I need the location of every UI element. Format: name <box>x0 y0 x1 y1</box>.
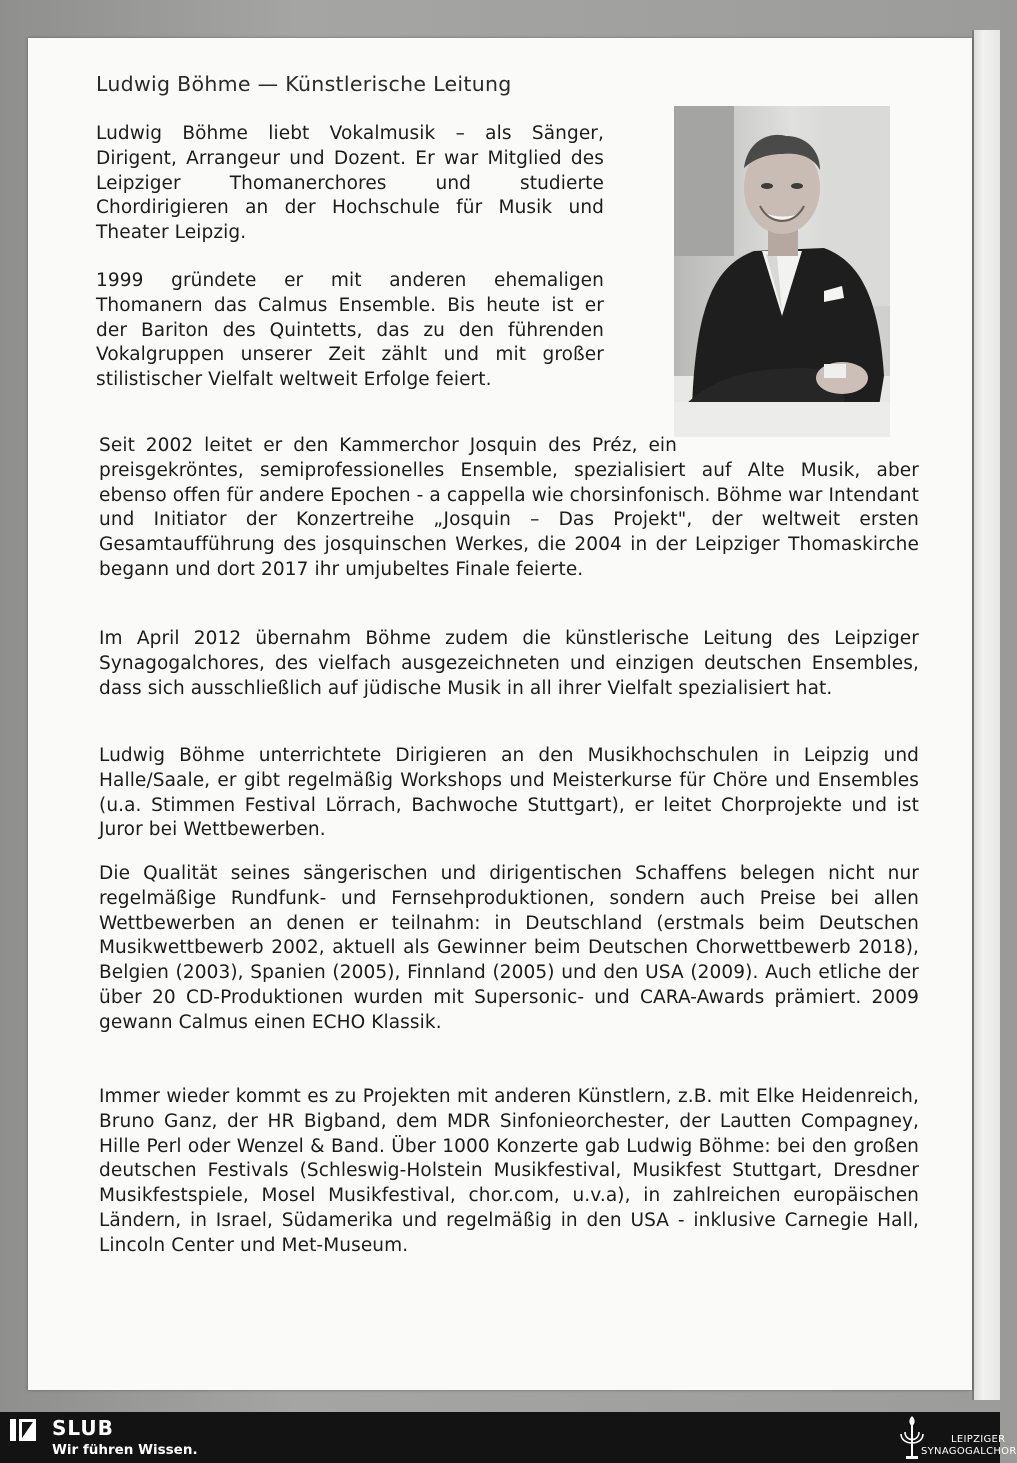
library-tagline: Wir führen Wissen. <box>52 1442 198 1458</box>
choir-name-line1: LEIPZIGER <box>951 1434 1006 1445</box>
adjacent-page-edge <box>972 30 1000 1400</box>
choir-name-line2: SYNAGOGALCHOR <box>921 1446 1017 1457</box>
choir-name <box>921 1434 1017 1458</box>
portrait-photo <box>674 106 890 437</box>
page-title: Ludwig Böhme — Künstlerische Leitung <box>96 72 512 96</box>
paragraph-3 <box>99 433 919 583</box>
paragraph-6: Die Qualität seines sängerischen und dirigentischen Schaffens belegen nicht nur regelmäßige Rundfunk- und Fernsehproduktionen, sondern auch Preise bei allen Wettbewerben an denen er teilnahm: in Deutschland (erstmals beim Deutschen Musikwettbewerb 2002, aktuell als Gewinner beim Deutschen Chorwettbewerb 2018), Belgien (2003), Spanien (2005), Finnland (2005) und den USA (2009). Auch etliche der über 20 CD-Produktionen wurden mit Supersonic- und CARA-Awards prämiert. 2009 gewann Calmus einen ECHO Klassik. <box>99 863 919 1033</box>
paragraph-1: Ludwig Böhme liebt Vokalmusik – als Sänger, Dirigent, Arrangeur und Dozent. Er war Mitglied des Leipziger Thomanerchores und studierte Chordirigieren an der Hochschule für Musik und Theater Leipzig. <box>96 123 604 244</box>
paragraph-7: Immer wieder kommt es zu Projekten mit anderen Künstlern, z.B. mit Elke Heidenreich, Bruno Ganz, der HR Bigband, dem MDR Sinfonieorchester, der Lautten Compagney, Hille Perl oder Wenzel & Band. Über 1000 Konzerte gab Ludwig Böhme: bei den großen deutschen Festivals (Schleswig-Holstein Musikfestival, Musikfest Stuttgart, Dresdner Musikfestspiele, Mosel Musikfestival, chor.com, u.v.a), in zahlreichen europäischen Ländern, in Israel, Südamerika und regelmäßig in den USA - inklusive Carnegie Hall, Lincoln Center und Met-Museum. <box>99 1086 919 1256</box>
page-fold <box>972 30 974 1400</box>
portrait-illustration <box>674 106 890 437</box>
slub-logo-icon[interactable] <box>10 1417 40 1443</box>
paragraph-4: Im April 2012 übernahm Böhme zudem die künstlerische Leitung des Leipziger Synagogalchores, des vielfach ausgezeichneten und einzigen deutschen Ensembles, dass sich ausschließlich auf jüdische Musik in all ihrer Vielfalt spezialisiert hat. <box>99 628 919 699</box>
paragraph-2: 1999 gründete er mit anderen ehemaligen Thomanern das Calmus Ensemble. Bis heute ist er der Bariton des Quintetts, das zu den führenden Vokalgruppen unserer Zeit zählt und mit großer stilistischer Vielfalt weltweit Erfolge feiert. <box>96 270 604 391</box>
paragraph-5: Ludwig Böhme unterrichtete Dirigieren an den Musikhochschulen in Leipzig und Halle/Saale, er gibt regelmäßig Workshops und Meisterkurse für Chöre und Ensembles (u.a. Stimmen Festival Lörrach, Bachwoche Stuttgart), er leitet Chorprojekte und ist Juror bei Wettbewerben. <box>99 745 919 841</box>
library-name[interactable]: SLUB <box>52 1416 114 1440</box>
paragraph-3-text: Seit 2002 leitet er den Kammerchor Josquin des Préz, ein preisgekröntes, semiprofessionelles Ensemble, spezialisiert auf Alte Musik, aber ebenso offen für andere Epochen - a cappella wie chorsinfonisch. Böhme war Intendant und Initiator der Konzertreihe „Josquin – Das Projekt", der weltweit ersten Gesamtaufführung des josquinschen Werkes, die 2004 in der Leipziger Thomaskirche begann und dort 2017 ihr umjubeltes Finale feierte. <box>99 435 919 580</box>
